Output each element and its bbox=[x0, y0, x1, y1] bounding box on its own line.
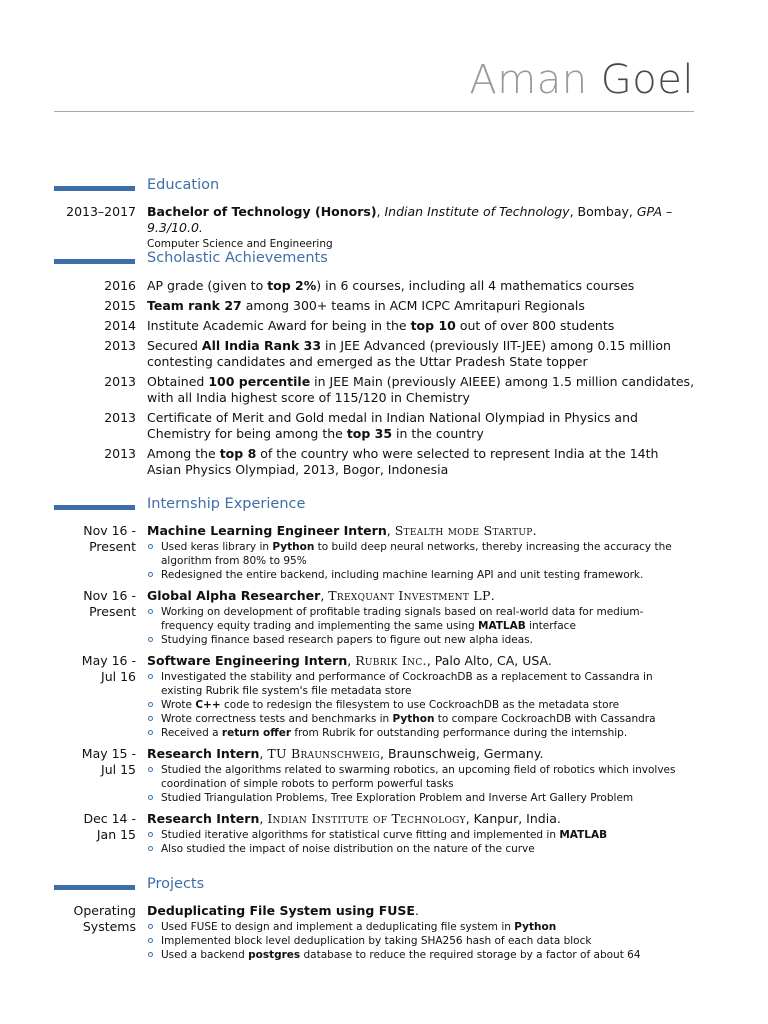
location: , Kanpur, India. bbox=[465, 811, 561, 826]
bullet-circle-icon bbox=[148, 716, 153, 721]
bullet-item bbox=[147, 605, 695, 633]
bullet-item bbox=[147, 726, 695, 740]
achievement-item bbox=[0, 298, 768, 314]
bullet-list bbox=[147, 763, 695, 805]
achievement-text bbox=[147, 446, 695, 478]
bullet-circle-icon bbox=[148, 795, 153, 800]
role-title: Machine Learning Engineer Intern bbox=[147, 523, 387, 538]
section-header bbox=[0, 252, 768, 274]
section-title: Education bbox=[147, 177, 220, 193]
entry-date bbox=[40, 523, 136, 555]
internship-entry bbox=[0, 811, 768, 856]
location: , Palo Alto, CA, USA. bbox=[426, 653, 552, 668]
section-title: Scholastic Achievements bbox=[147, 250, 328, 266]
header-rule bbox=[54, 111, 694, 112]
city: , Bombay, bbox=[569, 204, 637, 219]
bullet-circle-icon bbox=[148, 674, 153, 679]
text-part: in JEE Advanced (previously IIT-JEE) among 0.15 million contesting candidates and emerged as the Uttar Pradesh State topper bbox=[147, 338, 671, 369]
bullet-circle-icon bbox=[148, 572, 153, 577]
text-part: Used FUSE to design and implement a deduplicating file system in bbox=[161, 921, 515, 933]
section-bar bbox=[54, 186, 135, 191]
entry-date bbox=[40, 653, 136, 685]
text-part: database to reduce the required storage by a factor of about 64 bbox=[300, 949, 641, 961]
entry-heading bbox=[147, 811, 695, 827]
role-title: Research Intern bbox=[147, 811, 260, 826]
internship-list bbox=[0, 523, 768, 856]
section-title: Internship Experience bbox=[147, 496, 306, 512]
text-part: to build deep neural networks, thereby increasing the accuracy the algorithm from 80% to 95% bbox=[161, 541, 672, 567]
date-end: Jul 16 bbox=[101, 669, 136, 684]
section-bar bbox=[54, 885, 135, 890]
text-part: Used keras library in bbox=[161, 541, 273, 553]
bullet-circle-icon bbox=[148, 952, 153, 957]
achievement-year: 2016 bbox=[104, 278, 136, 293]
text-part: interface bbox=[525, 620, 576, 632]
section-header bbox=[0, 878, 768, 900]
achievement-text bbox=[147, 410, 695, 442]
text-part: Implemented block level deduplication by taking SHA256 hash of each data block bbox=[161, 935, 592, 947]
text-part: Redesigned the entire backend, including machine learning API and unit testing framework. bbox=[161, 569, 644, 581]
date-start: Nov 16 - bbox=[83, 523, 136, 538]
text-part: Wrote correctness tests and benchmarks in bbox=[161, 713, 393, 725]
projects-section bbox=[0, 878, 768, 968]
last-name: Goel bbox=[600, 57, 694, 103]
bullet-item bbox=[147, 633, 695, 647]
project-entry bbox=[0, 903, 768, 962]
entry-body bbox=[147, 204, 695, 251]
text-part: among 300+ teams in ACM ICPC Amritapuri Regionals bbox=[241, 298, 585, 313]
achievement-item bbox=[0, 338, 768, 370]
first-name: Aman bbox=[469, 57, 588, 103]
date-end: Present bbox=[89, 604, 136, 619]
text-part: to compare CockroachDB with Cassandra bbox=[434, 713, 656, 725]
entry-body bbox=[147, 588, 695, 647]
entry-heading bbox=[147, 523, 695, 539]
separator: , bbox=[259, 746, 268, 761]
text-part: of the country who were selected to represent India at the 14th Asian Physics Olympiad, 2013, Bogor, Indonesia bbox=[147, 446, 659, 477]
internship-entry bbox=[0, 523, 768, 582]
entry-heading bbox=[147, 653, 695, 669]
achievements-section bbox=[0, 252, 768, 482]
section-bar bbox=[54, 259, 135, 264]
achievement-year: 2013 bbox=[104, 446, 136, 461]
location: . bbox=[490, 588, 495, 603]
bullet-circle-icon bbox=[148, 767, 153, 772]
bullet-circle-icon bbox=[148, 924, 153, 929]
date-start: Dec 14 - bbox=[83, 811, 136, 826]
bold-text: top 8 bbox=[219, 446, 257, 461]
date-start: Operating bbox=[73, 903, 136, 918]
text-part: Among the bbox=[147, 446, 220, 461]
location: , Braunschweig, Germany. bbox=[380, 746, 544, 761]
bold-text: 100 percentile bbox=[208, 374, 311, 389]
section-title: Projects bbox=[147, 876, 205, 892]
achievement-year: 2013 bbox=[104, 338, 136, 353]
gpa: GPA – 9.3/10.0. bbox=[147, 204, 673, 235]
bullet-circle-icon bbox=[148, 832, 153, 837]
text-part: Studied Triangulation Problems, Tree Exploration Problem and Inverse Art Gallery Problem bbox=[161, 792, 634, 804]
location: . bbox=[532, 523, 537, 538]
bullet-list bbox=[147, 670, 695, 740]
text-part: Certificate of Merit and Gold medal in Indian National Olympiad in Physics and Chemistry for being among the bbox=[147, 410, 638, 441]
entry-heading bbox=[147, 746, 695, 762]
text-part: Investigated the stability and performance of CockroachDB as a replacement to Cassandra in existing Rubrik file system's file metadata store bbox=[161, 671, 653, 697]
text-part: ) in 6 courses, including all 4 mathematics courses bbox=[316, 278, 635, 293]
text-part: . bbox=[414, 903, 419, 918]
entry-date bbox=[40, 746, 136, 778]
achievement-item bbox=[0, 318, 768, 334]
achievement-item bbox=[0, 278, 768, 294]
bold-text: Team rank 27 bbox=[147, 298, 242, 313]
separator: , bbox=[320, 588, 329, 603]
achievement-year: 2014 bbox=[104, 318, 136, 333]
date-end: Present bbox=[89, 539, 136, 554]
achievement-year: 2013 bbox=[104, 410, 136, 425]
date-end: Jul 15 bbox=[101, 762, 136, 777]
bullet-circle-icon bbox=[148, 730, 153, 735]
bold-text: top 2% bbox=[267, 278, 317, 293]
bullet-item bbox=[147, 540, 695, 568]
text-part: Institute Academic Award for being in the bbox=[147, 318, 411, 333]
text-part: Used a backend bbox=[161, 949, 249, 961]
bullet-item bbox=[147, 948, 695, 962]
achievement-text bbox=[147, 278, 695, 294]
bullet-item bbox=[147, 842, 695, 856]
bullet-list bbox=[147, 828, 695, 856]
text-part: Obtained bbox=[147, 374, 209, 389]
text-part: code to redesign the filesystem to use CockroachDB as the metadata store bbox=[220, 699, 620, 711]
bullet-item bbox=[147, 920, 695, 934]
achievement-item bbox=[0, 410, 768, 442]
section-bar bbox=[54, 505, 135, 510]
major: Computer Science and Engineering bbox=[147, 238, 333, 250]
bullet-list bbox=[147, 540, 695, 582]
bullet-circle-icon bbox=[148, 609, 153, 614]
entry-date bbox=[40, 811, 136, 843]
bullet-circle-icon bbox=[148, 637, 153, 642]
bullet-item bbox=[147, 568, 695, 582]
entry-heading bbox=[147, 588, 695, 604]
text-part: in JEE Main (previously AIEEE) among 1.5 million candidates, with all India highest score of 115/120 in Chemistry bbox=[147, 374, 695, 405]
bold-text: top 35 bbox=[346, 426, 393, 441]
bullet-item bbox=[147, 763, 695, 791]
text-part: AP grade (given to bbox=[147, 278, 268, 293]
bold-text: MATLAB bbox=[559, 829, 608, 841]
bold-text: Python bbox=[392, 713, 435, 725]
institute: Indian Institute of Technology bbox=[384, 204, 570, 219]
text-part: Studied the algorithms related to swarming robotics, an upcoming field of robotics which involves coordination of simple robots to perform powerful tasks bbox=[161, 764, 676, 790]
bullet-circle-icon bbox=[148, 702, 153, 707]
role-title: Software Engineering Intern bbox=[147, 653, 348, 668]
text-part: out of over 800 students bbox=[455, 318, 615, 333]
organization: Trexquant Investment LP bbox=[328, 588, 491, 603]
date-start: May 15 - bbox=[81, 746, 136, 761]
date-end: Systems bbox=[82, 919, 136, 934]
section-header bbox=[0, 498, 768, 520]
entry-body bbox=[147, 903, 695, 962]
bullet-item bbox=[147, 934, 695, 948]
bold-text: MATLAB bbox=[478, 620, 526, 632]
education-section bbox=[0, 179, 768, 251]
organization: Stealth mode Startup bbox=[394, 523, 533, 538]
text-part: from Rubrik for outstanding performance during the internship. bbox=[291, 727, 628, 739]
separator: , bbox=[376, 204, 385, 219]
achievement-item bbox=[0, 374, 768, 406]
bold-text: return offer bbox=[221, 727, 292, 739]
achievement-item bbox=[0, 446, 768, 478]
text-part: Also studied the impact of noise distribution on the nature of the curve bbox=[161, 843, 535, 855]
bold-text: Python bbox=[272, 541, 315, 553]
text-part: Secured bbox=[147, 338, 202, 353]
text-part: in the country bbox=[392, 426, 484, 441]
bullet-list bbox=[147, 605, 695, 647]
entry-body bbox=[147, 746, 695, 805]
bullet-circle-icon bbox=[148, 544, 153, 549]
bullet-item bbox=[147, 828, 695, 842]
text-part: Studying finance based research papers to figure out new alpha ideas. bbox=[161, 634, 533, 646]
section-header bbox=[0, 179, 768, 201]
text-part: Received a bbox=[161, 727, 222, 739]
bold-text: All India Rank 33 bbox=[201, 338, 322, 353]
role-title: Global Alpha Researcher bbox=[147, 588, 321, 603]
bold-text: Python bbox=[514, 921, 557, 933]
bullet-circle-icon bbox=[148, 846, 153, 851]
bullet-item bbox=[147, 791, 695, 805]
date-end: Jan 15 bbox=[96, 827, 136, 842]
bullet-item bbox=[147, 698, 695, 712]
projects-list bbox=[0, 903, 768, 962]
date-start: May 16 - bbox=[81, 653, 136, 668]
entry-body bbox=[147, 811, 695, 856]
achievements-list bbox=[0, 278, 768, 478]
entry-body bbox=[147, 523, 695, 582]
bold-text: top 10 bbox=[410, 318, 456, 333]
internship-entry bbox=[0, 746, 768, 805]
separator: , bbox=[347, 653, 356, 668]
role-title: Research Intern bbox=[147, 746, 260, 761]
entry-date bbox=[40, 903, 136, 935]
organization: TU Braunschweig bbox=[267, 746, 381, 761]
date-start: Nov 16 - bbox=[83, 588, 136, 603]
entry-date: 2013–2017 bbox=[66, 204, 136, 219]
internship-entry bbox=[0, 588, 768, 647]
text-part: Working on development of profitable trading signals based on real-world data for medium-frequency equity trading and implementing the same using bbox=[161, 606, 644, 632]
separator: , bbox=[259, 811, 268, 826]
achievement-text bbox=[147, 374, 695, 406]
entry-date bbox=[40, 588, 136, 620]
internship-entry bbox=[0, 653, 768, 740]
text-part: Wrote bbox=[161, 699, 196, 711]
resume-name bbox=[469, 57, 694, 103]
entry-heading bbox=[147, 903, 695, 919]
organization: Rubrik Inc. bbox=[355, 653, 427, 668]
bold-text: C++ bbox=[195, 699, 221, 711]
achievement-text bbox=[147, 298, 695, 314]
achievement-text bbox=[147, 338, 695, 370]
internship-section bbox=[0, 498, 768, 862]
bullet-item bbox=[147, 712, 695, 726]
organization: Indian Institute of Technology bbox=[267, 811, 466, 826]
bold-text: postgres bbox=[248, 949, 301, 961]
project-title: Deduplicating File System using FUSE bbox=[147, 903, 415, 918]
education-entry bbox=[0, 204, 768, 251]
achievement-text bbox=[147, 318, 695, 334]
bullet-circle-icon bbox=[148, 938, 153, 943]
entry-body bbox=[147, 653, 695, 740]
bullet-item bbox=[147, 670, 695, 698]
achievement-year: 2013 bbox=[104, 374, 136, 389]
achievement-year: 2015 bbox=[104, 298, 136, 313]
separator: , bbox=[386, 523, 395, 538]
degree: Bachelor of Technology (Honors) bbox=[147, 204, 377, 219]
bullet-list bbox=[147, 920, 695, 962]
text-part: Studied iterative algorithms for statistical curve fitting and implemented in bbox=[161, 829, 560, 841]
